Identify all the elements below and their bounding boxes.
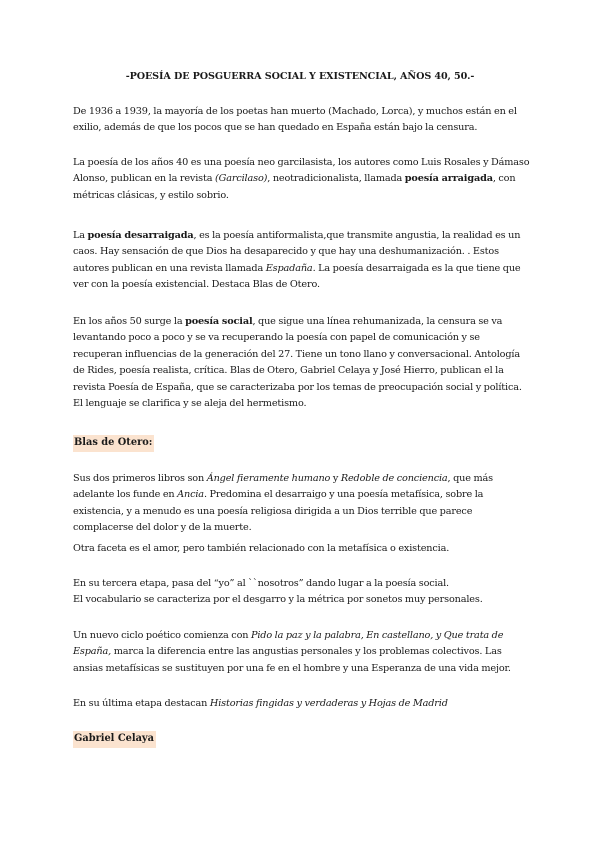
heading-gabriel-celaya: Gabriel Celaya <box>73 731 156 748</box>
paragraph-poesia-desarraigada: La poesía desarraigada, es la poesía antiformalista,que transmite angustia, la realidad es un caos. Hay sensación de que Dios ha desaparecido y que hay una deshumanización. . Estos autores publican en una revista llamada Espadaña. La poesía desarraigada es la que tiene que ver con la poesía existencial. Destaca Blas de Otero. <box>73 230 521 291</box>
paragraph-blas-primeros-libros: Sus dos primeros libros son Ángel fieramente humano y Redoble de conciencia, que más adelante los funde en Ancia. Predomina el desarraigo y una poesía metafísica, sobre la existencia, y a menudo es una poesía religiosa dirigida a un Dios terrible que parece complacerse del dolor y de la muerte. <box>73 473 493 534</box>
heading-blas-de-otero: Blas de Otero: <box>73 435 154 452</box>
paragraph-poesia-arraigada: La poesía de los años 40 es una poesía neo garcilasista, los autores como Luis Rosales y Dámaso Alonso, publican en la revista (Garcilaso), neotradicionalista, llamada poesía arraigada, con métricas clásicas, y estilo sobrio. <box>73 157 530 201</box>
paragraph-tercera-etapa: En su tercera etapa, pasa del “yo” al ``nosotros” dando lugar a la poesía social. El vocabulario se caracteriza por el desgarro y la métrica por sonetos muy personales. <box>73 578 483 606</box>
paragraph-intro: De 1936 a 1939, la mayoría de los poetas han muerto (Machado, Lorca), y muchos están en el exilio, además de que los pocos que se han quedado en España están bajo la censura. <box>73 106 517 134</box>
paragraph-poesia-social: En los años 50 surge la poesía social, que sigue una línea rehumanizada, la censura se va levantando poco a poco y se va recuperando la poesía con papel de comunicación y se recuperan influencias de la generación del 27. Tiene un tono llano y conversacional. Antología de Rides, poesía realista, crítica. Blas de Otero, Gabriel Celaya y José Hierro, publican el la revista Poesía de España, que se caracterizaba por los temas de preocupación social y política. El lenguaje se clarifica y se aleja del hermetismo. <box>73 316 522 410</box>
paragraph-nuevo-ciclo: Un nuevo ciclo poético comienza con Pido la paz y la palabra, En castellano, y Que trata de España, marca la diferencia entre las angustias personales y los problemas colectivos. Las ansias metafísicas se sustituyen por una fe en el hombre y una Esperanza de una vida mejor. <box>73 630 511 674</box>
paragraph-amor: Otra faceta es el amor, pero también relacionado con la metafísica o existencia. <box>73 543 450 554</box>
page-title: -POESÍA DE POSGUERRA SOCIAL Y EXISTENCIAL, AÑOS 40, 50.- <box>125 71 475 82</box>
paragraph-ultima-etapa: En su última etapa destacan Historias fingidas y verdaderas y Hojas de Madrid <box>73 698 448 709</box>
